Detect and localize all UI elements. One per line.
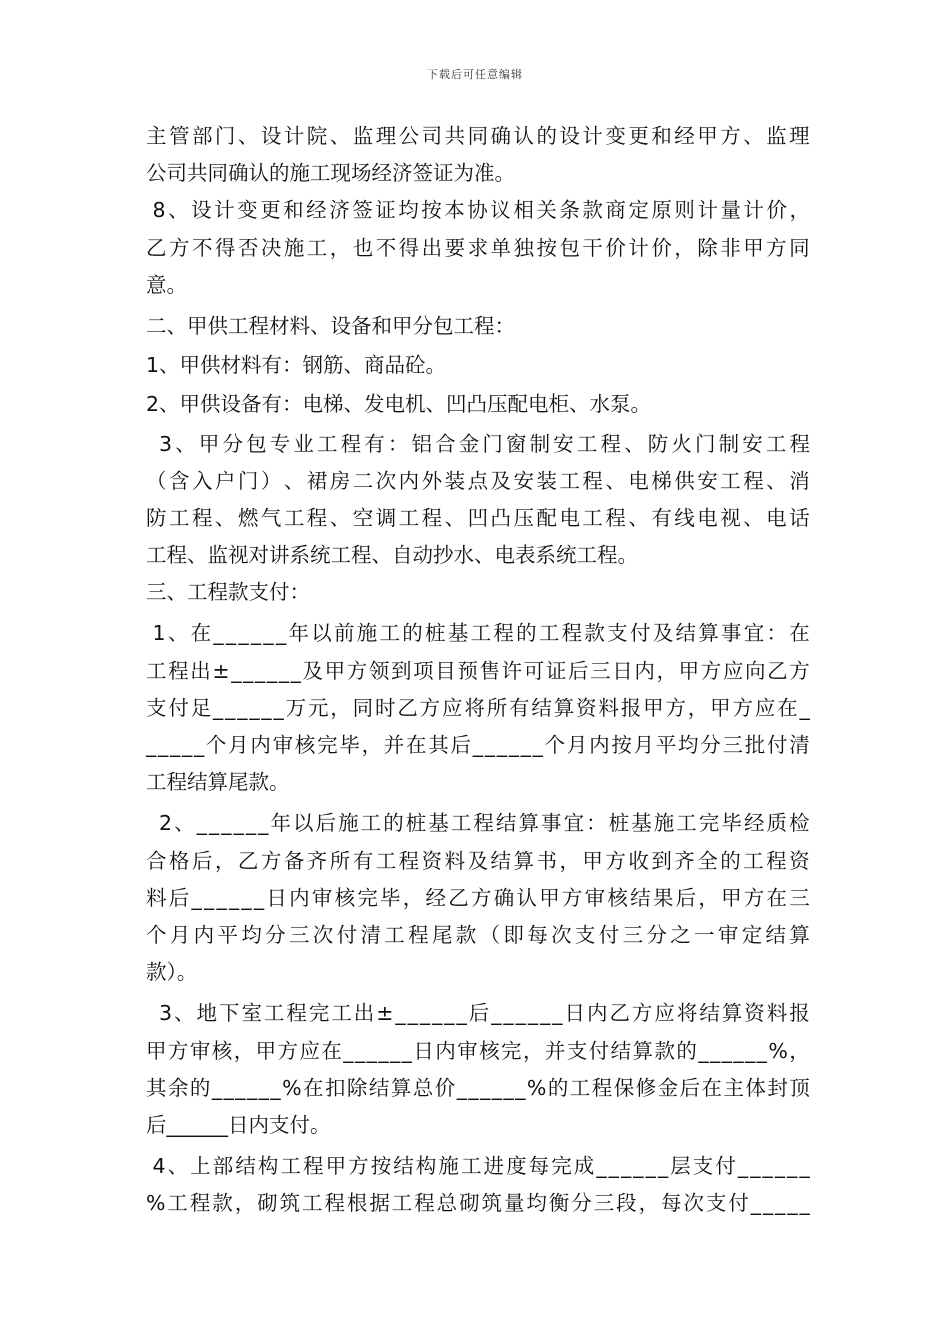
paragraph-line: 个 月 内 平 均 分 三 次 付 清 工 程 尾 款 （ 即 每 次 支 付 三 分 之 一 审 定 结 算 xyxy=(146,922,810,947)
paragraph-line: 防 工 程 、 燃 气 工 程 、 空 调 工 程 、 凹 凸 压 配 电 工 程 、 有 线 电 视 、 电 话 xyxy=(146,505,810,530)
page-header-note: 下载后可任意编辑 xyxy=(427,68,523,81)
paragraph-line: 4 、 上 部 结 构 工 程 甲 方 按 结 构 施 工 进 度 每 完 成 _ _ _ _ _ _ 层 支 付 _ _ _ _ _ _ xyxy=(146,1154,810,1179)
paragraph-line: 合 格 后 ， 乙 方 备 齐 所 有 工 程 资 料 及 结 算 书 ， 甲 方 收 到 齐 全 的 工 程 资 xyxy=(146,848,810,873)
paragraph-line: 料 后 _ _ _ _ _ _ 日 内 审 核 完 毕 ， 经 乙 方 确 认 甲 方 审 核 结 果 后 ， 甲 方 在 三 xyxy=(146,885,810,910)
paragraph-line: _ _ _ _ _ 个 月 内 审 核 完 毕 ， 并 在 其 后 _ _ _ _ _ _ 个 月 内 按 月 平 均 分 三 批 付 清 xyxy=(146,733,810,757)
paragraph-line: 2、甲供设备有：电梯、发电机、凹凸压配电柜、水泵。 xyxy=(146,392,652,417)
paragraph-line: 款）。 xyxy=(146,960,198,985)
paragraph-line: （ 含 入 户 门 ） 、 裙 房 二 次 内 外 装 点 及 安 装 工 程 、 电 梯 供 安 工 程 、 消 xyxy=(146,468,810,493)
paragraph-line: 二、甲供工程材料、设备和甲分包工程： xyxy=(146,313,515,338)
paragraph-line: 后______日内支付。 xyxy=(146,1112,331,1137)
document-body xyxy=(146,118,810,1222)
paragraph-line: 主 管 部 门 、 设 计 院 、 监 理 公 司 共 同 确 认 的 设 计 变 更 和 经 甲 方 、 监 理 xyxy=(146,124,810,148)
paragraph-line: 三、工程款支付： xyxy=(146,580,310,605)
paragraph-line: 乙 方 不 得 否 决 施 工 ， 也 不 得 出 要 求 单 独 按 包 干 价 计 价 ， 除 非 甲 方 同 xyxy=(146,235,810,260)
paragraph-line: 其 余 的 _ _ _ _ _ _ % 在 扣 除 结 算 总 价 _ _ _ _ _ _ % 的 工 程 保 修 金 后 在 主 体 封 顶 xyxy=(146,1075,810,1100)
paragraph-line: % 工 程 款 ， 砌 筑 工 程 根 据 工 程 总 砌 筑 量 均 衡 分 三 段 ， 每 次 支 付 _ _ _ _ _ xyxy=(146,1191,810,1216)
paragraph-line: 意。 xyxy=(146,272,187,297)
paragraph-line: 8 、 设 计 变 更 和 经 济 签 证 均 按 本 协 议 相 关 条 款 商 定 原 则 计 量 计 价 ， xyxy=(146,198,810,223)
paragraph-line: 支 付 足 _ _ _ _ _ _ 万 元 ， 同 时 乙 方 应 将 所 有 结 算 资 料 报 甲 方 ， 甲 方 应 在 _ xyxy=(146,695,810,720)
paragraph-line: 工程结算尾款。 xyxy=(146,770,290,795)
paragraph-line: 工 程 出 ± _ _ _ _ _ _ 及 甲 方 领 到 项 目 预 售 许 可 证 后 三 日 内 ， 甲 方 应 向 乙 方 xyxy=(146,658,810,683)
paragraph-line: 公司共同确认的施工现场经济签证为准。 xyxy=(146,161,515,186)
paragraph-line: 1、甲供材料有：钢筋、商品砼。 xyxy=(146,353,447,378)
paragraph-line: 工程、监视对讲系统工程、自动抄水、电表系统工程。 xyxy=(146,543,638,568)
paragraph-line: 甲 方 审 核 ， 甲 方 应 在 _ _ _ _ _ _ 日 内 审 核 完 ， 并 支 付 结 算 款 的 _ _ _ _ _ _ % ， xyxy=(146,1038,810,1063)
paragraph-line: 3 、 甲 分 包 专 业 工 程 有 ： 铝 合 金 门 窗 制 安 工 程 、 防 火 门 制 安 工 程 xyxy=(146,431,810,456)
paragraph-line: 2 、 _ _ _ _ _ _ 年 以 后 施 工 的 桩 基 工 程 结 算 事 宜 ： 桩 基 施 工 完 毕 经 质 检 xyxy=(146,811,810,836)
paragraph-line: 1 、 在 _ _ _ _ _ _ 年 以 前 施 工 的 桩 基 工 程 的 工 程 款 支 付 及 结 算 事 宜 ： 在 xyxy=(146,621,810,646)
paragraph-line: 3 、 地 下 室 工 程 完 工 出 ± _ _ _ _ _ _ 后 _ _ _ _ _ _ 日 内 乙 方 应 将 结 算 资 料 报 xyxy=(146,1001,810,1026)
